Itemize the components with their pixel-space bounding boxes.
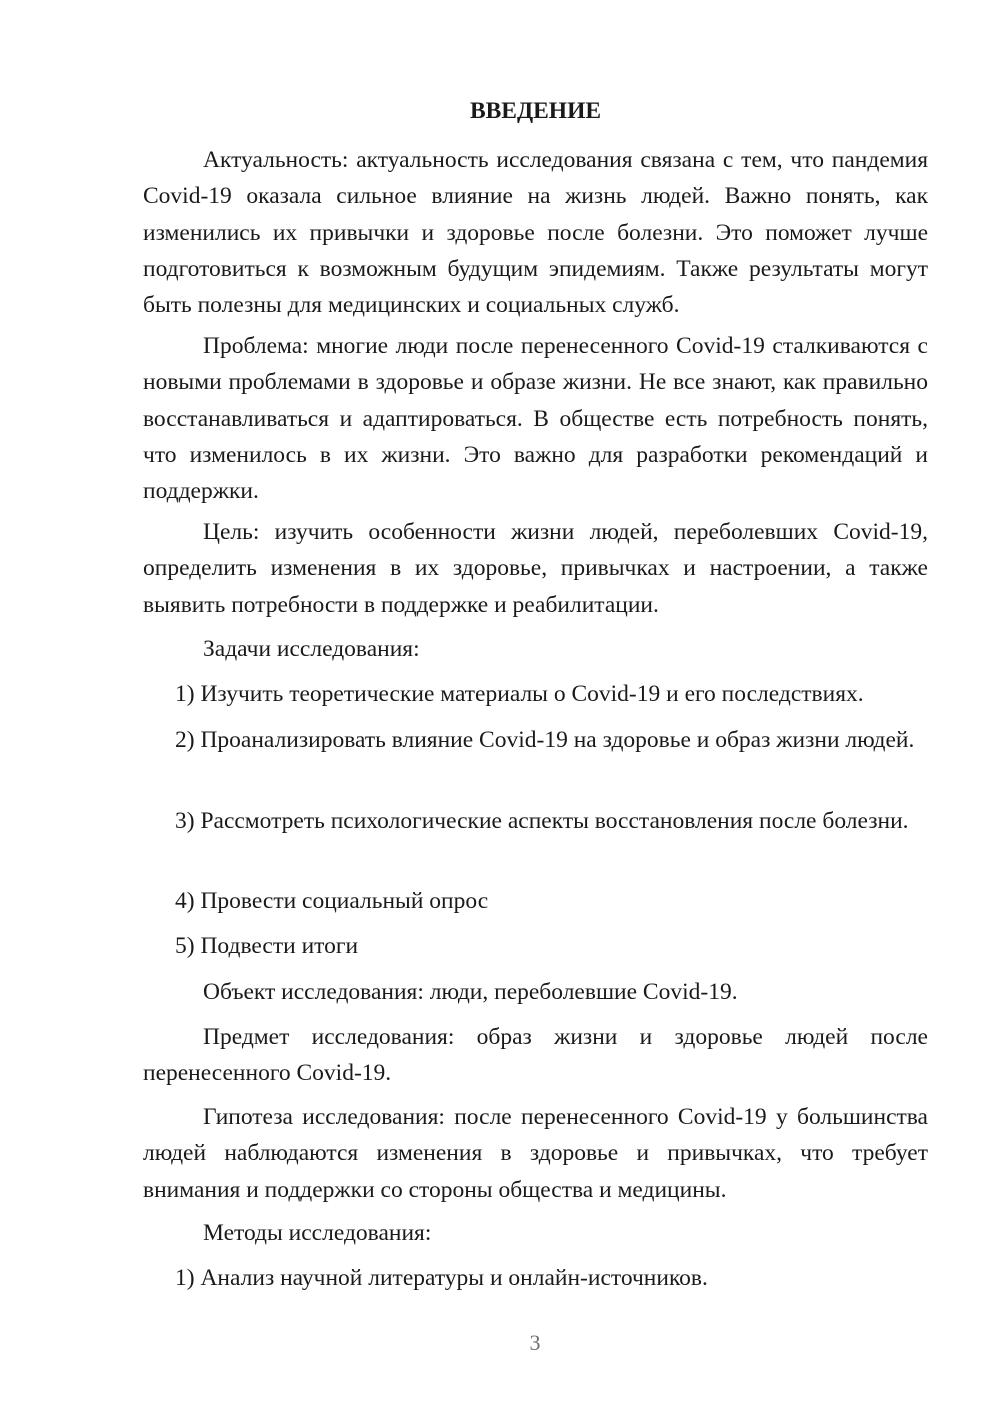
methods-heading: Методы исследования: bbox=[203, 1220, 432, 1246]
task-item-5: 5) Подвести итоги bbox=[175, 933, 359, 959]
paragraph-subject: Предмет исследования: образ жизни и здоровье людей после перенесенного Covid-19. bbox=[143, 1024, 928, 1087]
section-title: ВВЕДЕНИЕ bbox=[469, 98, 602, 124]
paragraph-goal: Цель: изучить особенности жизни людей, переболевших Covid-19, определить изменения в их здоровье, привычках и настроении, а также выявить потребности в поддержке и реабилитации. bbox=[143, 519, 928, 618]
paragraph-hypothesis: Гипотеза исследования: после перенесенного Covid-19 у большинства людей наблюдаются изменения в здоровье и привычках, что требует внимания и поддержки со стороны общества и медицины. bbox=[143, 1104, 928, 1203]
tasks-heading: Задачи исследования: bbox=[203, 636, 420, 662]
page-number: 3 bbox=[529, 1330, 541, 1355]
paragraph-problem: Проблема: многие люди после перенесенного Covid-19 сталкиваются с новыми проблемами в здоровье и образе жизни. Не все знают, как правильно восстанавливаться и адаптироваться. В обществе есть потребность понять, что изменилось в их жизни. Это важно для разработки рекомендаций и поддержки. bbox=[143, 333, 928, 505]
task-item-1: 1) Изучить теоретические материалы о Covid-19 и его последствиях. bbox=[175, 681, 864, 707]
task-item-4: 4) Провести социальный опрос bbox=[175, 888, 489, 914]
paragraph-object: Объект исследования: люди, переболевшие Covid-19. bbox=[203, 979, 738, 1005]
method-item-1: 1) Анализ научной литературы и онлайн-источников. bbox=[175, 1265, 708, 1291]
paragraph-relevance: Актуальность: актуальность исследования связана с тем, что пандемия Covid-19 оказала сильное влияние на жизнь людей. Важно понять, как изменились их привычки и здоровье после болезни. Это поможет лучше подготовиться к возможным будущим эпидемиям. Также результаты могут быть полезны для медицинских и социальных служб. bbox=[143, 147, 928, 319]
task-item-3: 3) Рассмотреть психологические аспекты восстановления после болезни. bbox=[175, 808, 909, 834]
task-item-2: 2) Проанализировать влияние Covid-19 на здоровье и образ жизни людей. bbox=[175, 727, 915, 753]
